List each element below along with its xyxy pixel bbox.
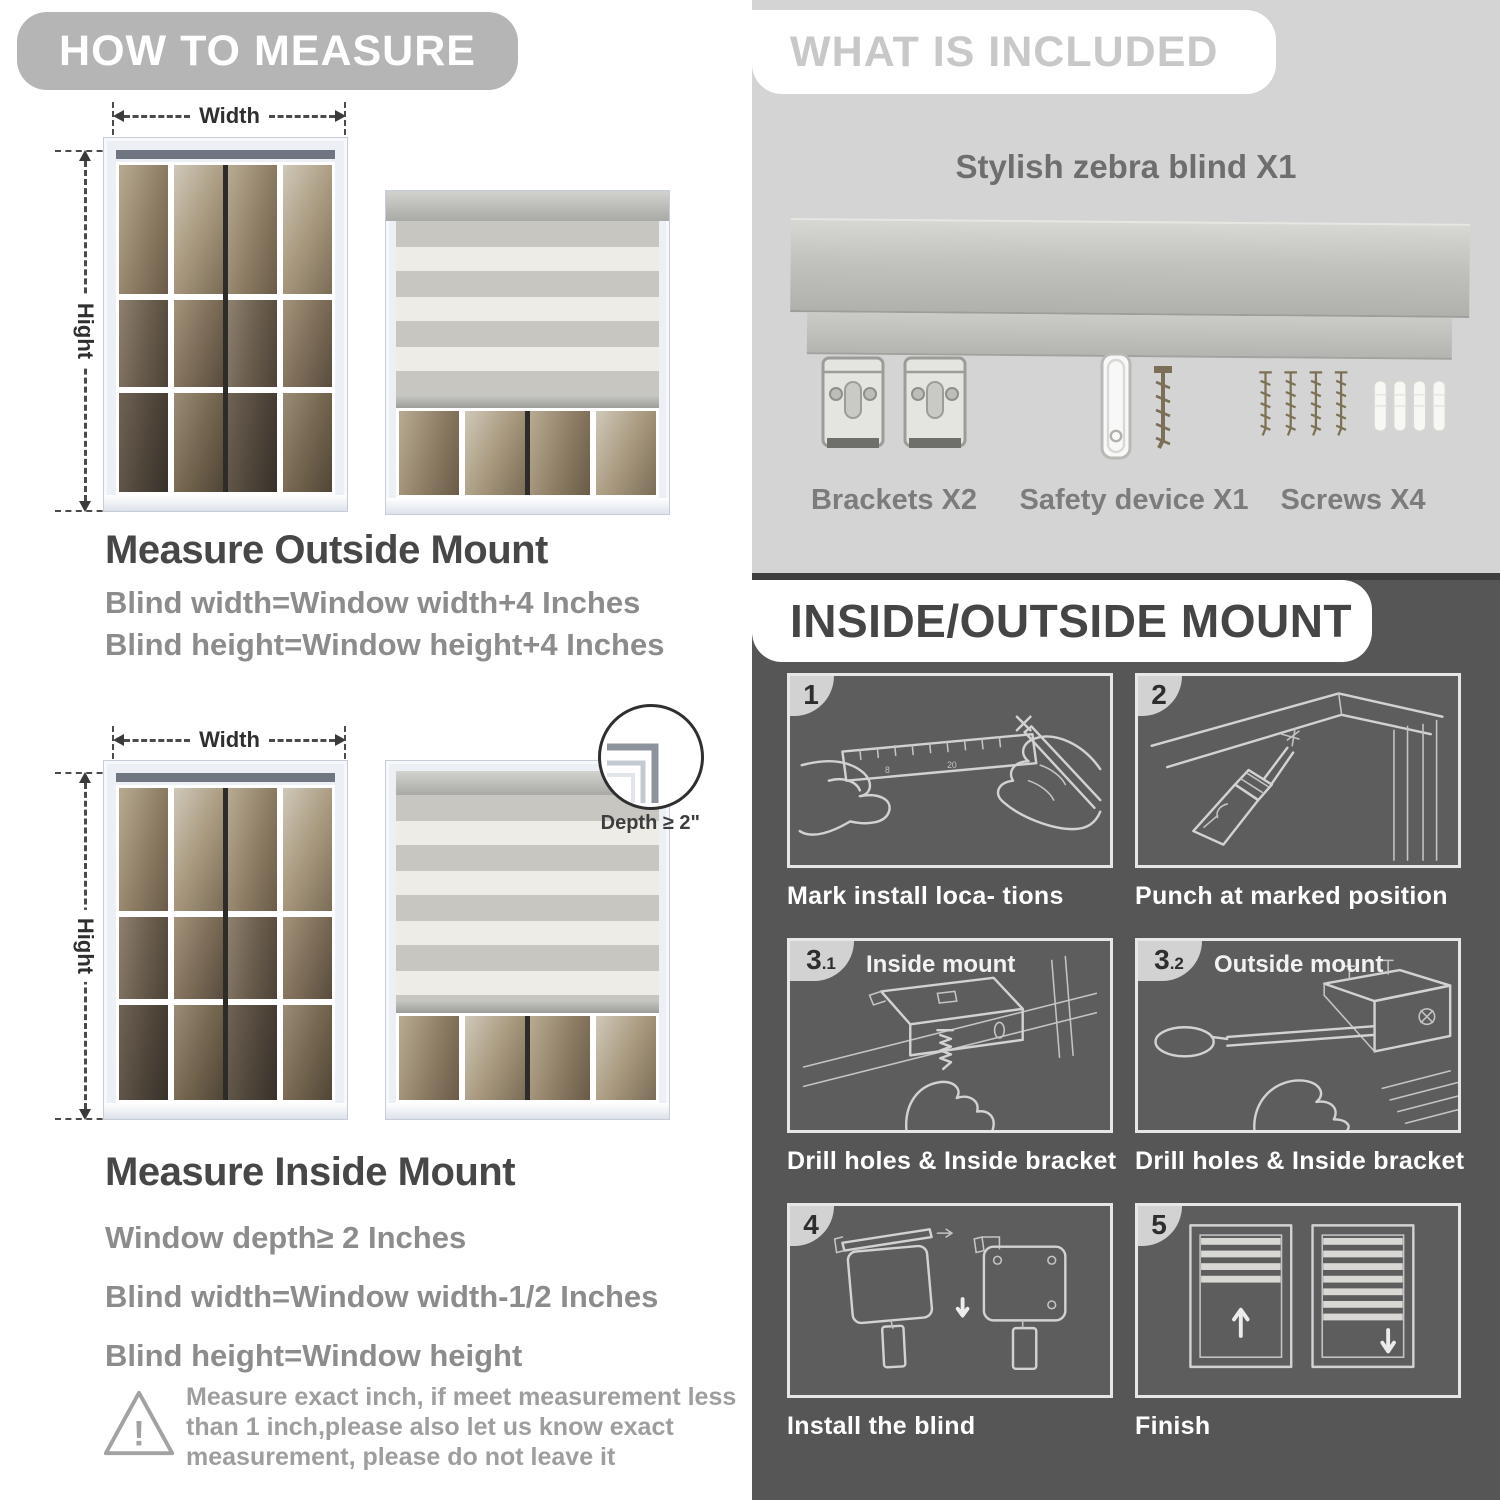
arrow-up-icon <box>79 772 91 783</box>
width-label: Width <box>199 103 260 128</box>
safety-device-icon <box>1074 350 1194 462</box>
inside-mount-title: Measure Inside Mount <box>105 1150 516 1194</box>
outside-rule-width: Blind width=Window width+4 Inches <box>105 585 641 620</box>
step-2-panel <box>1135 673 1461 868</box>
step-4-panel <box>787 1203 1113 1398</box>
screws-label: Screws X4 <box>1280 484 1426 516</box>
step-4-caption: Install the blind <box>787 1412 976 1440</box>
height-arrow-inside <box>73 772 98 1120</box>
arrow-down-icon <box>79 1109 91 1120</box>
safety-device-label: Safety device X1 <box>1019 484 1249 516</box>
step-1-badge: 1 <box>788 674 834 716</box>
step-3-1-panel <box>787 938 1113 1133</box>
screws-icon <box>1248 350 1458 462</box>
width-label: Width <box>199 727 260 752</box>
blind-cassette <box>386 191 669 221</box>
what-is-included-title: WHAT IS INCLUDED <box>790 27 1219 76</box>
brackets-item <box>794 350 994 517</box>
step-5-badge: 5 <box>1136 1204 1182 1246</box>
step-5-caption: Finish <box>1135 1412 1211 1440</box>
step-3-2-badge: 3 .2 <box>1136 939 1202 981</box>
screws-item <box>1243 350 1463 517</box>
arrow-left-icon <box>113 110 124 122</box>
blind-bottom-rail <box>396 1001 659 1013</box>
height-label: Hight <box>68 295 102 367</box>
blind-item-label: Stylish zebra blind X1 <box>955 148 1297 185</box>
step-2-illustration <box>1138 676 1458 865</box>
step-3-1-caption: Drill holes & Inside bracket <box>787 1147 1117 1175</box>
inside-outside-mount-header <box>752 580 1372 662</box>
inside-rule-width: Blind width=Window width-1/2 Inches <box>105 1279 659 1314</box>
step-3-1-tag: Inside mount <box>866 951 1016 978</box>
depth-detail-icon <box>598 704 704 810</box>
svg-text:!: ! <box>133 1414 145 1454</box>
blind-cassette-bar <box>790 218 1470 318</box>
outside-rule-height: Blind height=Window height+4 Inches <box>105 627 665 662</box>
inside-rule-height: Blind height=Window height <box>105 1338 523 1373</box>
blind-bar-image <box>790 218 1470 360</box>
inside-outside-mount-title: INSIDE/OUTSIDE MOUNT <box>790 595 1353 647</box>
window-photo-outside <box>103 137 348 512</box>
step-4-illustration <box>790 1206 1110 1395</box>
step-1-illustration <box>790 676 1110 865</box>
how-to-measure-header <box>17 12 518 90</box>
step-3-2-panel <box>1135 938 1461 1133</box>
blind-bottom-rail <box>396 396 659 408</box>
depth-label: Depth ≥ 2" <box>600 812 700 834</box>
warning-line-2: than 1 inch,please also let us know exact <box>186 1413 674 1441</box>
width-arrow-inside <box>113 727 346 753</box>
blind-fabric <box>396 221 659 396</box>
width-arrow-outside <box>113 103 346 129</box>
zebra-blind-photo-outside <box>385 190 670 515</box>
safety-device-item <box>1014 350 1254 517</box>
height-label: Hight <box>68 910 102 982</box>
arrow-down-icon <box>79 501 91 512</box>
step-5-illustration <box>1138 1206 1458 1395</box>
step-4-badge: 4 <box>788 1204 834 1246</box>
warning-line-3: measurement, please do not leave it <box>186 1443 616 1471</box>
step-2-caption: Punch at marked position <box>1135 882 1448 910</box>
step-3-2-tag: Outside mount <box>1214 951 1384 978</box>
step-1-caption: Mark install loca- tions <box>787 882 1064 910</box>
step-3-2-caption: Drill holes & Inside bracket <box>1135 1147 1465 1175</box>
brackets-label: Brackets X2 <box>810 484 978 516</box>
arrow-up-icon <box>79 150 91 161</box>
outside-mount-title: Measure Outside Mount <box>105 528 548 572</box>
arrow-left-icon <box>113 734 124 746</box>
step-3-1-badge: 3 .1 <box>788 939 854 981</box>
svg-text:20: 20 <box>947 760 957 771</box>
window-photo-inside <box>103 760 348 1120</box>
svg-text:8: 8 <box>885 764 890 775</box>
step-2-badge: 2 <box>1136 674 1182 716</box>
inside-rule-depth: Window depth≥ 2 Inches <box>105 1220 467 1255</box>
warning-line-1: Measure exact inch, if meet measurement less <box>186 1383 737 1411</box>
how-to-measure-title: HOW TO MEASURE <box>59 26 476 75</box>
warning-icon <box>100 1384 178 1464</box>
height-arrow-outside <box>73 150 98 512</box>
panel-divider <box>752 573 1500 580</box>
step-5-panel <box>1135 1203 1461 1398</box>
brackets-icon <box>819 350 969 462</box>
step-1-panel <box>787 673 1113 868</box>
what-is-included-header <box>752 10 1276 94</box>
